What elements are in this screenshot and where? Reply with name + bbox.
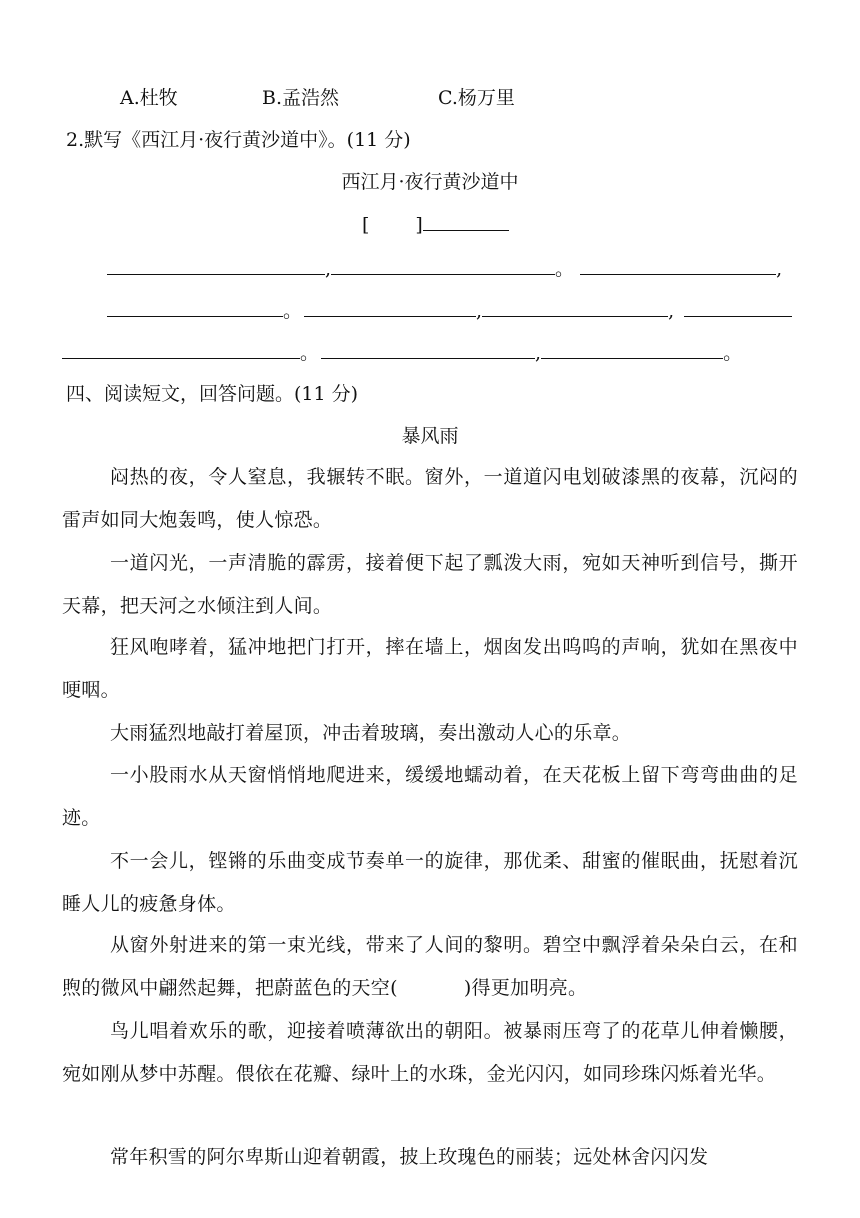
punct-period-4: 。 (723, 342, 743, 364)
punct-comma-3: , (476, 300, 483, 322)
passage-paragraph-4: 大雨猛烈地敲打着屋顶，冲击着玻璃，奏出激动人心的乐章。 (110, 722, 632, 744)
paragraph-7-after-blank: )得更加明亮。 (463, 977, 588, 999)
passage-paragraph-6: 不一会儿，铿锵的乐曲变成节奏单一的旋律，那优柔、甜蜜的催眠曲，抚慰着沉睡人儿的疲惫身体。 (62, 850, 798, 915)
option-c: C.杨万里 (438, 87, 515, 109)
blank-10[interactable] (541, 340, 723, 359)
passage-paragraph-9: 常年积雪的阿尔卑斯山迎着朝霞，披上玫瑰色的丽装；远处林舍闪闪发 (110, 1146, 709, 1168)
fill-line-2 (107, 298, 792, 323)
author-line (362, 212, 509, 237)
blank-9[interactable] (321, 340, 535, 359)
fill-line-1 (107, 256, 782, 281)
passage-paragraph-2: 一道闪光，一声清脆的霹雳，接着便下起了瓢泼大雨，宛如天神听到信号，撕开天幕，把天河之水倾注到人间。 (62, 552, 798, 617)
blank-6[interactable] (482, 298, 668, 317)
blank-7[interactable] (684, 298, 792, 317)
punct-comma-4: , (668, 300, 675, 322)
passage-paragraph-1: 闷热的夜，令人窒息，我辗转不眠。窗外，一道道闪电划破漆黑的夜幕，沉闷的雷声如同大炮轰鸣，使人惊恐。 (62, 466, 798, 531)
punct-comma-2: , (776, 258, 783, 280)
fill-line-3 (62, 340, 742, 365)
punct-comma-5: , (535, 342, 542, 364)
punct-period-2: 。 (283, 300, 303, 322)
punct-period-1: 。 (555, 258, 575, 280)
author-blank[interactable] (423, 212, 509, 231)
blank-1[interactable] (107, 256, 325, 275)
blank-3[interactable] (580, 256, 776, 275)
passage-paragraph-7 (62, 924, 798, 1010)
author-bracket-open: [ (362, 214, 370, 236)
passage-paragraph-3: 狂风咆哮着，猛冲地把门打开，摔在墙上，烟囱发出呜呜的声响，犹如在黑夜中哽咽。 (62, 636, 798, 701)
section-4-heading: 四、阅读短文，回答问题。(11 分) (66, 383, 359, 405)
paragraph-7-before-blank: 从窗外射进来的第一束光线，带来了人间的黎明。碧空中飘浮着朵朵白云，在和煦的微风中翩然起舞，把蔚蓝色的天空( (62, 934, 798, 999)
blank-2[interactable] (331, 256, 555, 275)
poem-title: 西江月·夜行黄沙道中 (341, 171, 519, 193)
passage-paragraph-8: 鸟儿唱着欢乐的歌，迎接着喷薄欲出的朝阳。被暴雨压弯了的花草儿伸着懒腰，宛如刚从梦中苏醒。偎依在花瓣、绿叶上的水珠，金光闪闪，如同珍珠闪烁着光华。 (62, 1020, 798, 1085)
passage-title: 暴风雨 (401, 425, 459, 447)
option-a: A.杜牧 (120, 87, 178, 109)
question-2-prompt: 2.默写《西江月·夜行黄沙道中》。(11 分) (66, 129, 411, 151)
author-bracket-close: ] (415, 214, 423, 236)
blank-8[interactable] (62, 340, 300, 359)
punct-comma-1: , (325, 258, 332, 280)
passage-paragraph-5: 一小股雨水从天窗悄悄地爬进来，缓缓地蠕动着，在天花板上留下弯弯曲曲的足迹。 (62, 764, 798, 829)
blank-5[interactable] (304, 298, 476, 317)
option-b: B.孟浩然 (262, 87, 340, 109)
blank-4[interactable] (107, 298, 283, 317)
punct-period-3: 。 (300, 342, 320, 364)
